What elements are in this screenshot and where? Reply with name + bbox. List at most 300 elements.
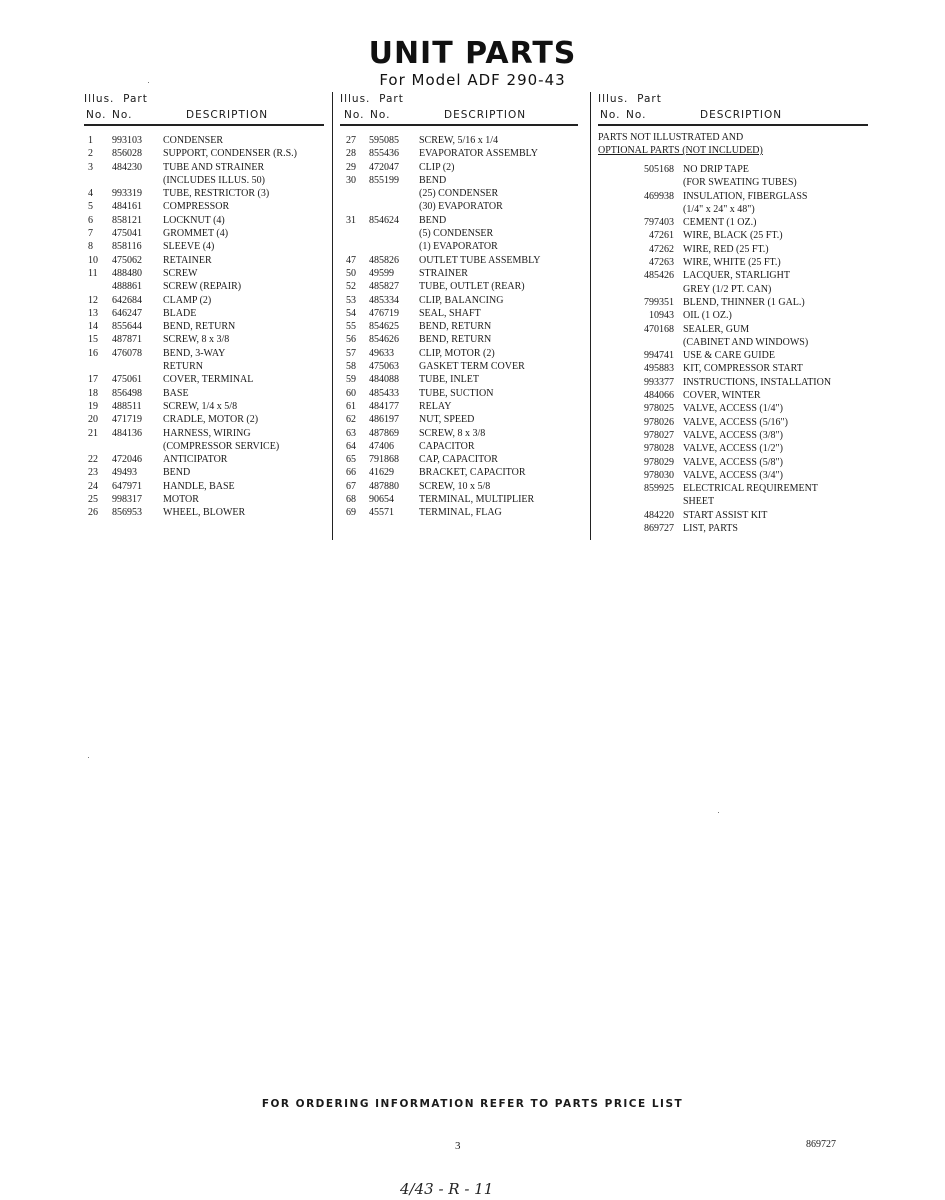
part-description: GROMMET (4) (163, 228, 229, 240)
part-description: CONDENSER (163, 135, 224, 146)
parts-row (598, 376, 868, 389)
part-description: LACQUER, STARLIGHT (683, 270, 790, 282)
parts-row (84, 387, 324, 400)
part-number: 856498 (112, 387, 142, 399)
note-line-1: PARTS NOT ILLUSTRATED AND (598, 132, 744, 143)
part-description: KIT, COMPRESSOR START (683, 363, 803, 375)
part-description: (FOR SWEATING TUBES) (683, 177, 797, 189)
part-description: SCREW, 10 x 5/8 (419, 480, 491, 492)
part-number: 485827 (369, 281, 399, 293)
parts-row (84, 280, 324, 293)
illus-number: 62 (346, 414, 356, 426)
part-number: 854624 (369, 214, 399, 226)
part-description: (COMPRESSOR SERVICE) (163, 440, 280, 452)
parts-row (340, 267, 578, 280)
part-description: NO DRIP TAPE (683, 164, 749, 175)
parts-row (84, 466, 324, 479)
part-number: 646247 (112, 307, 142, 319)
illus-number: 5 (88, 201, 93, 213)
part-number: 484066 (644, 390, 674, 402)
part-number: 472047 (369, 161, 399, 173)
scan-speck (88, 757, 89, 758)
illus-number: 67 (346, 480, 356, 492)
header-description: DESCRIPTION (186, 109, 269, 121)
part-number: 49633 (369, 347, 394, 359)
illus-number: 50 (346, 267, 356, 279)
model-subtitle: For Model ADF 290-43 (379, 71, 566, 89)
part-number: 469938 (644, 190, 674, 202)
part-number: 484088 (369, 374, 399, 386)
illus-number: 47 (346, 254, 356, 266)
part-number: 855644 (112, 321, 142, 333)
parts-row (84, 427, 324, 440)
part-number: 978025 (644, 403, 674, 415)
parts-row (84, 400, 324, 413)
not-illustrated-note (598, 131, 868, 157)
part-description: BEND, 3-WAY (163, 347, 226, 359)
part-description: WIRE, RED (25 FT.) (683, 243, 769, 255)
header-part: Part (637, 93, 662, 105)
part-description: VALVE, ACCESS (1/4") (683, 403, 783, 415)
illus-number: 21 (88, 427, 98, 439)
parts-row (598, 229, 868, 242)
part-description: (1/4" x 24" x 48") (683, 203, 755, 215)
part-description: STRAINER (419, 267, 468, 279)
part-description: SCREW, 5/16 x 1/4 (419, 135, 499, 146)
parts-row (340, 187, 578, 200)
parts-row (340, 240, 578, 253)
parts-column-3 (598, 92, 868, 535)
parts-row (598, 309, 868, 322)
part-description: SUPPORT, CONDENSER (R.S.) (163, 148, 297, 160)
parts-row (598, 482, 868, 495)
parts-row (84, 307, 324, 320)
parts-row (340, 440, 578, 453)
part-description: CAP, CAPACITOR (419, 454, 498, 466)
illus-number: 61 (346, 400, 356, 412)
parts-row (598, 176, 868, 189)
part-description: TUBE AND STRAINER (163, 161, 265, 173)
illus-number: 60 (346, 387, 356, 399)
part-description: CRADLE, MOTOR (2) (163, 414, 259, 426)
parts-column-2 (340, 92, 578, 520)
parts-row (598, 389, 868, 402)
part-description: (CABINET AND WINDOWS) (683, 336, 809, 348)
parts-row (84, 360, 324, 373)
part-number: 993103 (112, 135, 142, 146)
parts-row (598, 269, 868, 282)
part-description: CLIP, BALANCING (419, 294, 504, 306)
part-description: OIL (1 OZ.) (683, 310, 732, 322)
illus-number: 66 (346, 467, 356, 479)
part-number: 495883 (644, 363, 674, 375)
illus-number: 29 (346, 161, 356, 173)
part-number: 797403 (644, 217, 674, 229)
parts-list-1 (84, 134, 324, 520)
part-description: BRACKET, CAPACITOR (419, 467, 526, 479)
header-no: No. (600, 109, 621, 121)
part-description: MOTOR (163, 494, 199, 506)
part-description: COVER, TERMINAL (163, 374, 254, 386)
header-rule (84, 124, 324, 126)
illus-number: 10 (88, 254, 98, 266)
parts-row (84, 440, 324, 453)
page-title: UNIT PARTS (368, 36, 577, 71)
part-description: SLEEVE (4) (163, 241, 215, 253)
part-description: SEAL, SHAFT (419, 307, 481, 319)
part-description: (INCLUDES ILLUS. 50) (163, 174, 265, 186)
part-description: (25) CONDENSER (419, 188, 499, 200)
header-no: No. (344, 109, 365, 121)
part-description: WHEEL, BLOWER (163, 507, 246, 519)
part-description: LOCKNUT (4) (163, 214, 225, 226)
part-description: HARNESS, WIRING (163, 427, 251, 439)
part-description: VALVE, ACCESS (5/8") (683, 456, 783, 468)
handwritten-note: 4/43 - R - 11 (400, 1180, 494, 1198)
illus-number: 25 (88, 494, 98, 506)
part-description: BEND, RETURN (163, 321, 236, 333)
part-number: 47406 (369, 440, 394, 452)
part-number: 49493 (112, 467, 137, 479)
illus-number: 15 (88, 334, 98, 346)
parts-column-1 (84, 92, 324, 520)
parts-row (340, 147, 578, 160)
part-description: ANTICIPATOR (163, 454, 228, 466)
parts-row (84, 227, 324, 240)
parts-row (598, 456, 868, 469)
illus-number: 31 (346, 214, 356, 226)
illus-number: 1 (88, 135, 93, 146)
parts-row (598, 362, 868, 375)
part-description: TUBE, INLET (419, 374, 479, 386)
illus-number: 54 (346, 307, 356, 319)
column-divider-1 (332, 92, 333, 540)
part-number: 475061 (112, 374, 142, 386)
part-number: 799351 (644, 296, 674, 308)
ordering-note: FOR ORDERING INFORMATION REFER TO PARTS PRICE LIST (261, 1098, 684, 1110)
parts-row (84, 174, 324, 187)
illus-number: 7 (88, 228, 93, 240)
header-illus: Illus. (84, 93, 115, 105)
illus-number: 8 (88, 241, 93, 253)
illus-number: 2 (88, 148, 93, 160)
part-description: BEND, RETURN (419, 334, 492, 346)
part-number: 647971 (112, 480, 142, 492)
parts-row (340, 254, 578, 267)
part-description: OUTLET TUBE ASSEMBLY (419, 254, 541, 266)
part-description: CAPACITOR (419, 440, 475, 452)
header-no2: No. (626, 109, 647, 121)
parts-row (598, 163, 868, 176)
parts-row (598, 349, 868, 362)
illus-number: 27 (346, 135, 356, 146)
illus-number: 12 (88, 294, 98, 306)
note-line-2: OPTIONAL PARTS (NOT INCLUDED) (598, 145, 763, 156)
parts-row (340, 453, 578, 466)
column-divider-2 (590, 92, 591, 540)
part-description: VALVE, ACCESS (3/8") (683, 429, 783, 441)
header-description: DESCRIPTION (444, 109, 527, 121)
part-number: 488480 (112, 267, 142, 279)
illus-number: 11 (88, 267, 98, 279)
part-number: 505168 (644, 164, 674, 175)
part-description: SEALER, GUM (683, 323, 750, 335)
column-header-top (598, 92, 868, 107)
illus-number: 56 (346, 334, 356, 346)
part-number: 854626 (369, 334, 399, 346)
parts-row (340, 320, 578, 333)
part-description: RELAY (419, 400, 452, 412)
part-number: 488861 (112, 281, 142, 293)
parts-row (84, 240, 324, 253)
parts-row (340, 214, 578, 227)
parts-row (598, 203, 868, 216)
part-description: SCREW, 8 x 3/8 (163, 334, 230, 346)
part-number: 485426 (644, 270, 674, 282)
parts-row (598, 323, 868, 336)
illus-number: 13 (88, 307, 98, 319)
part-description: VALVE, ACCESS (5/16") (683, 416, 788, 428)
part-number: 47261 (649, 230, 674, 242)
part-description: INSTRUCTIONS, INSTALLATION (683, 376, 832, 388)
illus-number: 63 (346, 427, 356, 439)
part-description: WIRE, WHITE (25 FT.) (683, 257, 781, 269)
part-number: 475063 (369, 361, 399, 373)
parts-row (340, 227, 578, 240)
part-description: START ASSIST KIT (683, 509, 768, 521)
part-description: WIRE, BLACK (25 FT.) (683, 230, 783, 242)
part-number: 488511 (112, 400, 142, 412)
part-number: 486197 (369, 414, 399, 426)
header-rule (598, 124, 868, 126)
illus-number: 3 (88, 161, 93, 173)
part-number: 854625 (369, 321, 399, 333)
parts-row (598, 402, 868, 415)
parts-row (598, 336, 868, 349)
part-number: 998317 (112, 494, 142, 506)
part-number: 476078 (112, 347, 142, 359)
parts-row (84, 453, 324, 466)
part-description: CLIP (2) (419, 161, 455, 173)
parts-row (340, 174, 578, 187)
part-description: VALVE, ACCESS (1/2") (683, 443, 783, 455)
part-description: COMPRESSOR (163, 201, 230, 213)
parts-row (340, 280, 578, 293)
parts-row (598, 429, 868, 442)
part-number: 993377 (644, 376, 674, 388)
parts-row (340, 466, 578, 479)
part-description: GREY (1/2 PT. CAN) (683, 283, 772, 295)
part-number: 859925 (644, 483, 674, 495)
part-number: 487880 (369, 480, 399, 492)
illus-number: 4 (88, 188, 93, 200)
part-number: 470168 (644, 323, 674, 335)
part-description: CLAMP (2) (163, 294, 212, 306)
part-description: (30) EVAPORATOR (419, 201, 503, 213)
parts-row (598, 216, 868, 229)
parts-row (598, 416, 868, 429)
part-number: 41629 (369, 467, 394, 479)
parts-row (340, 427, 578, 440)
parts-row (598, 469, 868, 482)
part-description: USE & CARE GUIDE (683, 350, 775, 362)
parts-row (84, 187, 324, 200)
illus-number: 18 (88, 387, 98, 399)
parts-row (84, 214, 324, 227)
part-description: NUT, SPEED (419, 414, 475, 426)
part-number: 978028 (644, 443, 674, 455)
illus-number: 19 (88, 400, 98, 412)
part-number: 993319 (112, 188, 142, 200)
part-description: VALVE, ACCESS (3/4") (683, 469, 783, 481)
part-number: 994741 (644, 350, 674, 362)
illus-number: 52 (346, 281, 356, 293)
column-header-top (340, 92, 578, 107)
parts-row (598, 190, 868, 203)
parts-row (84, 480, 324, 493)
part-number: 49599 (369, 267, 394, 279)
part-description: (5) CONDENSER (419, 228, 494, 240)
part-number: 484161 (112, 201, 142, 213)
column-header-bottom (84, 107, 324, 124)
header-no2: No. (112, 109, 133, 121)
illus-number: 65 (346, 454, 356, 466)
part-description: BEND, RETURN (419, 321, 492, 333)
part-number: 642684 (112, 294, 142, 306)
parts-row (340, 307, 578, 320)
parts-row (598, 509, 868, 522)
illus-number: 26 (88, 507, 98, 519)
part-description: COVER, WINTER (683, 390, 761, 402)
part-number: 595085 (369, 135, 399, 146)
part-number: 856953 (112, 507, 142, 519)
parts-row (340, 480, 578, 493)
parts-list-3 (598, 163, 868, 535)
part-description: SCREW (REPAIR) (163, 281, 242, 293)
part-number: 47262 (649, 243, 674, 255)
header-rule (340, 124, 578, 126)
page-number: 3 (455, 1140, 461, 1152)
part-description: HANDLE, BASE (163, 480, 235, 492)
parts-row (598, 283, 868, 296)
parts-row (84, 373, 324, 386)
part-description: RETAINER (163, 254, 212, 266)
parts-row (598, 442, 868, 455)
part-number: 47263 (649, 257, 674, 269)
parts-row (84, 493, 324, 506)
header-illus: Illus. (598, 93, 629, 105)
part-description: BASE (163, 387, 189, 399)
illus-number: 69 (346, 507, 356, 519)
illus-number: 64 (346, 440, 356, 452)
part-description: CEMENT (1 OZ.) (683, 217, 757, 229)
illus-number: 59 (346, 374, 356, 386)
header-description: DESCRIPTION (700, 109, 783, 121)
illus-number: 24 (88, 480, 98, 492)
part-number: 978026 (644, 416, 674, 428)
part-description: SCREW (163, 267, 198, 279)
illus-number: 30 (346, 174, 356, 186)
scan-speck (148, 82, 149, 83)
parts-row (84, 267, 324, 280)
part-number: 855199 (369, 174, 399, 186)
parts-row (84, 294, 324, 307)
parts-row (340, 413, 578, 426)
illus-number: 68 (346, 494, 356, 506)
parts-row (340, 400, 578, 413)
parts-row (598, 522, 868, 535)
parts-row (84, 200, 324, 213)
column-header-bottom (340, 107, 578, 124)
part-number: 10943 (649, 310, 674, 322)
header-part: Part (123, 93, 148, 105)
illus-number: 6 (88, 214, 93, 226)
illus-number: 55 (346, 321, 356, 333)
part-description: LIST, PARTS (683, 523, 738, 535)
part-description: (1) EVAPORATOR (419, 241, 498, 253)
parts-row (340, 134, 578, 147)
part-description: BEND (419, 214, 447, 226)
parts-row (598, 296, 868, 309)
part-number: 484230 (112, 161, 142, 173)
illus-number: 53 (346, 294, 356, 306)
parts-row (340, 294, 578, 307)
illus-number: 23 (88, 467, 98, 479)
part-number: 476719 (369, 307, 399, 319)
header-illus: Illus. (340, 93, 371, 105)
part-description: RETURN (163, 361, 203, 373)
header-no2: No. (370, 109, 391, 121)
part-number: 487869 (369, 427, 399, 439)
parts-row (340, 506, 578, 519)
illus-number: 16 (88, 347, 98, 359)
part-number: 45571 (369, 507, 394, 519)
part-number: 484136 (112, 427, 142, 439)
part-description: INSULATION, FIBERGLASS (683, 190, 808, 202)
part-number: 485433 (369, 387, 399, 399)
part-description: TUBE, SUCTION (419, 387, 494, 399)
part-number: 471719 (112, 414, 142, 426)
part-number: 90654 (369, 494, 394, 506)
part-number: 475041 (112, 228, 142, 240)
part-number: 869727 (644, 523, 674, 535)
parts-row (340, 493, 578, 506)
document-number: 869727 (806, 1139, 836, 1150)
parts-row (84, 320, 324, 333)
scan-speck (718, 812, 719, 813)
part-description: BEND (419, 174, 447, 186)
part-description: GASKET TERM COVER (419, 361, 525, 373)
header-part: Part (379, 93, 404, 105)
part-number: 475062 (112, 254, 142, 266)
part-description: EVAPORATOR ASSEMBLY (419, 148, 538, 160)
parts-row (84, 413, 324, 426)
illus-number: 28 (346, 148, 356, 160)
parts-row (340, 373, 578, 386)
parts-row (84, 347, 324, 360)
header-no: No. (86, 109, 107, 121)
parts-row (84, 147, 324, 160)
part-number: 858121 (112, 214, 142, 226)
parts-row (340, 360, 578, 373)
part-description: TUBE, OUTLET (REAR) (419, 281, 525, 293)
illus-number: 58 (346, 361, 356, 373)
part-number: 856028 (112, 148, 142, 160)
part-description: TERMINAL, FLAG (419, 507, 502, 519)
parts-row (598, 256, 868, 269)
part-description: SCREW, 1/4 x 5/8 (163, 400, 238, 412)
part-description: TERMINAL, MULTIPLIER (419, 494, 535, 506)
